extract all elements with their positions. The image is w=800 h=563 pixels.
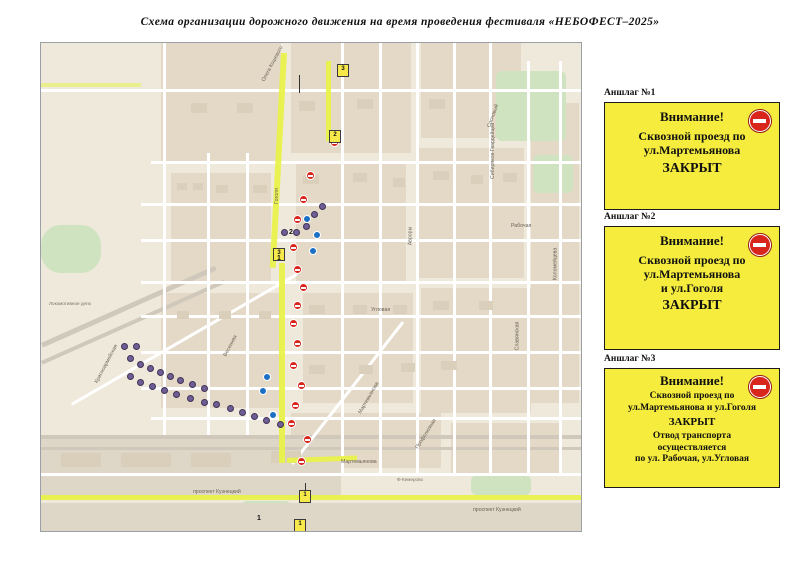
no-entry-sign-icon <box>297 381 306 390</box>
street-label: проспект Кузнецкий <box>193 489 241 495</box>
no-entry-sign-icon <box>289 361 298 370</box>
street-label: Весенняя <box>222 334 239 358</box>
blue-direction-sign-icon <box>309 247 317 255</box>
anshlag-3-line-1: Сквозной проезд по <box>649 391 735 401</box>
barrier-dot-icon <box>281 229 288 236</box>
anshlag-3-extra-1: Отвод транспорта <box>652 431 732 441</box>
street-label: Сибиряков-Гвардейцев <box>490 122 497 180</box>
no-entry-sign-icon <box>306 171 315 180</box>
no-entry-sign-icon <box>293 265 302 274</box>
street-label: Авроры <box>407 226 414 246</box>
anshlag-1-closed: ЗАКРЫТ <box>662 161 722 176</box>
anshlag-marker-1[interactable]: 1 <box>299 490 311 503</box>
no-entry-sign-icon <box>299 283 308 292</box>
street-label: проспект Кузнецкий <box>473 507 521 513</box>
no-entry-sign-icon <box>297 457 306 466</box>
anshlag-marker-1b[interactable]: 1 <box>294 519 306 532</box>
no-entry-sign-icon <box>293 339 302 348</box>
anshlag-2-board[interactable] <box>604 226 780 350</box>
barrier-dot-icon <box>239 409 246 416</box>
no-entry-sign-icon <box>289 319 298 328</box>
anshlag-2-caption: Аншлаг №2 <box>604 212 656 222</box>
barrier-dot-icon <box>149 383 156 390</box>
map-number-label: 1 <box>257 515 261 522</box>
barrier-dot-icon <box>263 417 270 424</box>
no-entry-sign-icon <box>293 215 302 224</box>
anshlag-1-line-2: ул.Мартемьянова <box>643 143 741 157</box>
anshlag-3-closed: ЗАКРЫТ <box>668 416 716 428</box>
blue-direction-sign-icon <box>303 215 311 223</box>
barrier-dot-icon <box>137 361 144 368</box>
barrier-dot-icon <box>251 413 258 420</box>
street-label: Коломейцева <box>552 247 559 281</box>
anshlag-2-line-2: ул.Мартемьянова <box>643 267 741 281</box>
blue-direction-sign-icon <box>269 411 277 419</box>
blue-direction-sign-icon <box>259 387 267 395</box>
no-entry-sign-icon <box>289 243 298 252</box>
anshlag-marker-2[interactable]: 2 <box>329 130 341 143</box>
traffic-scheme-map[interactable] <box>40 42 582 532</box>
no-entry-sign-icon <box>299 195 308 204</box>
street-label: Профсоюзная <box>414 417 438 451</box>
poi-label: Ф-Кемерово <box>397 477 424 482</box>
barrier-dot-icon <box>157 369 164 376</box>
blue-direction-sign-icon <box>263 373 271 381</box>
barrier-dot-icon <box>277 421 284 428</box>
street-label: Славянская <box>514 321 521 351</box>
barrier-dot-icon <box>311 211 318 218</box>
barrier-dot-icon <box>201 399 208 406</box>
blue-direction-sign-icon <box>313 231 321 239</box>
anshlag-3-head: Внимание! <box>660 373 724 388</box>
anshlag-3-caption: Аншлаг №3 <box>604 354 656 364</box>
barrier-dot-icon <box>201 385 208 392</box>
street-label: Рабочая <box>511 223 532 229</box>
poi-label: Локомотивное депо <box>49 301 92 306</box>
street-label: Красноармейская <box>93 343 120 385</box>
anshlag-3-board[interactable] <box>604 368 780 488</box>
no-entry-sign-icon <box>749 376 771 398</box>
barrier-dot-icon <box>319 203 326 210</box>
barrier-dot-icon <box>133 343 140 350</box>
anshlag-2-line-3: и ул.Гоголя <box>660 281 724 295</box>
no-entry-sign-icon <box>749 234 771 256</box>
anshlag-1-board[interactable] <box>604 102 780 210</box>
barrier-dot-icon <box>303 223 310 230</box>
map-signs-layer[interactable] <box>41 43 581 531</box>
street-label: Гоголя <box>273 188 280 204</box>
barrier-dot-icon <box>127 355 134 362</box>
anshlag-1-line-1: Сквозной проезд по <box>638 129 746 143</box>
barrier-dot-icon <box>167 373 174 380</box>
barrier-dot-icon <box>127 373 134 380</box>
no-entry-sign-icon <box>303 435 312 444</box>
barrier-dot-icon <box>137 379 144 386</box>
barrier-dot-icon <box>227 405 234 412</box>
page-title: Схема организации дорожного движения на время проведения фестиваля «НЕБОФЕСТ–2025» <box>140 16 660 28</box>
anshlag-2-closed: ЗАКРЫТ <box>662 298 722 313</box>
anshlag-3-line-2: ул.Мартемьянова и ул.Гоголя <box>627 402 757 413</box>
no-entry-sign-icon <box>287 419 296 428</box>
map-number-label: 2 <box>289 229 293 236</box>
no-entry-sign-icon <box>293 301 302 310</box>
anshlag-2-head: Внимание! <box>660 233 724 248</box>
street-label: Сосновый <box>486 103 501 129</box>
no-entry-sign-icon <box>749 110 771 132</box>
barrier-dot-icon <box>173 391 180 398</box>
barrier-dot-icon <box>189 381 196 388</box>
anshlag-1-caption: Аншлаг №1 <box>604 88 656 98</box>
anshlag-marker-3b[interactable]: 3 <box>273 248 285 261</box>
anshlag-2-line-1: Сквозной проезд по <box>638 253 746 267</box>
anshlag-3-extra-2: осуществляется <box>657 442 727 453</box>
barrier-dot-icon <box>177 377 184 384</box>
barrier-dot-icon <box>213 401 220 408</box>
barrier-dot-icon <box>187 395 194 402</box>
barrier-dot-icon <box>161 387 168 394</box>
anshlag-marker-3[interactable]: 3 <box>337 64 349 77</box>
street-label: Олега Кошевого <box>260 45 285 83</box>
street-label: Мартемьянова <box>341 459 377 465</box>
barrier-dot-icon <box>147 365 154 372</box>
anshlag-3-extra-3: по ул. Рабочая, ул.Угловая <box>635 454 749 464</box>
no-entry-sign-icon <box>291 401 300 410</box>
street-label: Мартемьянова <box>357 381 381 415</box>
map-number-label: 1 <box>277 255 281 262</box>
street-label: Угловая <box>371 307 391 313</box>
barrier-dot-icon <box>293 229 300 236</box>
barrier-dot-icon <box>121 343 128 350</box>
anshlag-1-head: Внимание! <box>660 109 724 124</box>
